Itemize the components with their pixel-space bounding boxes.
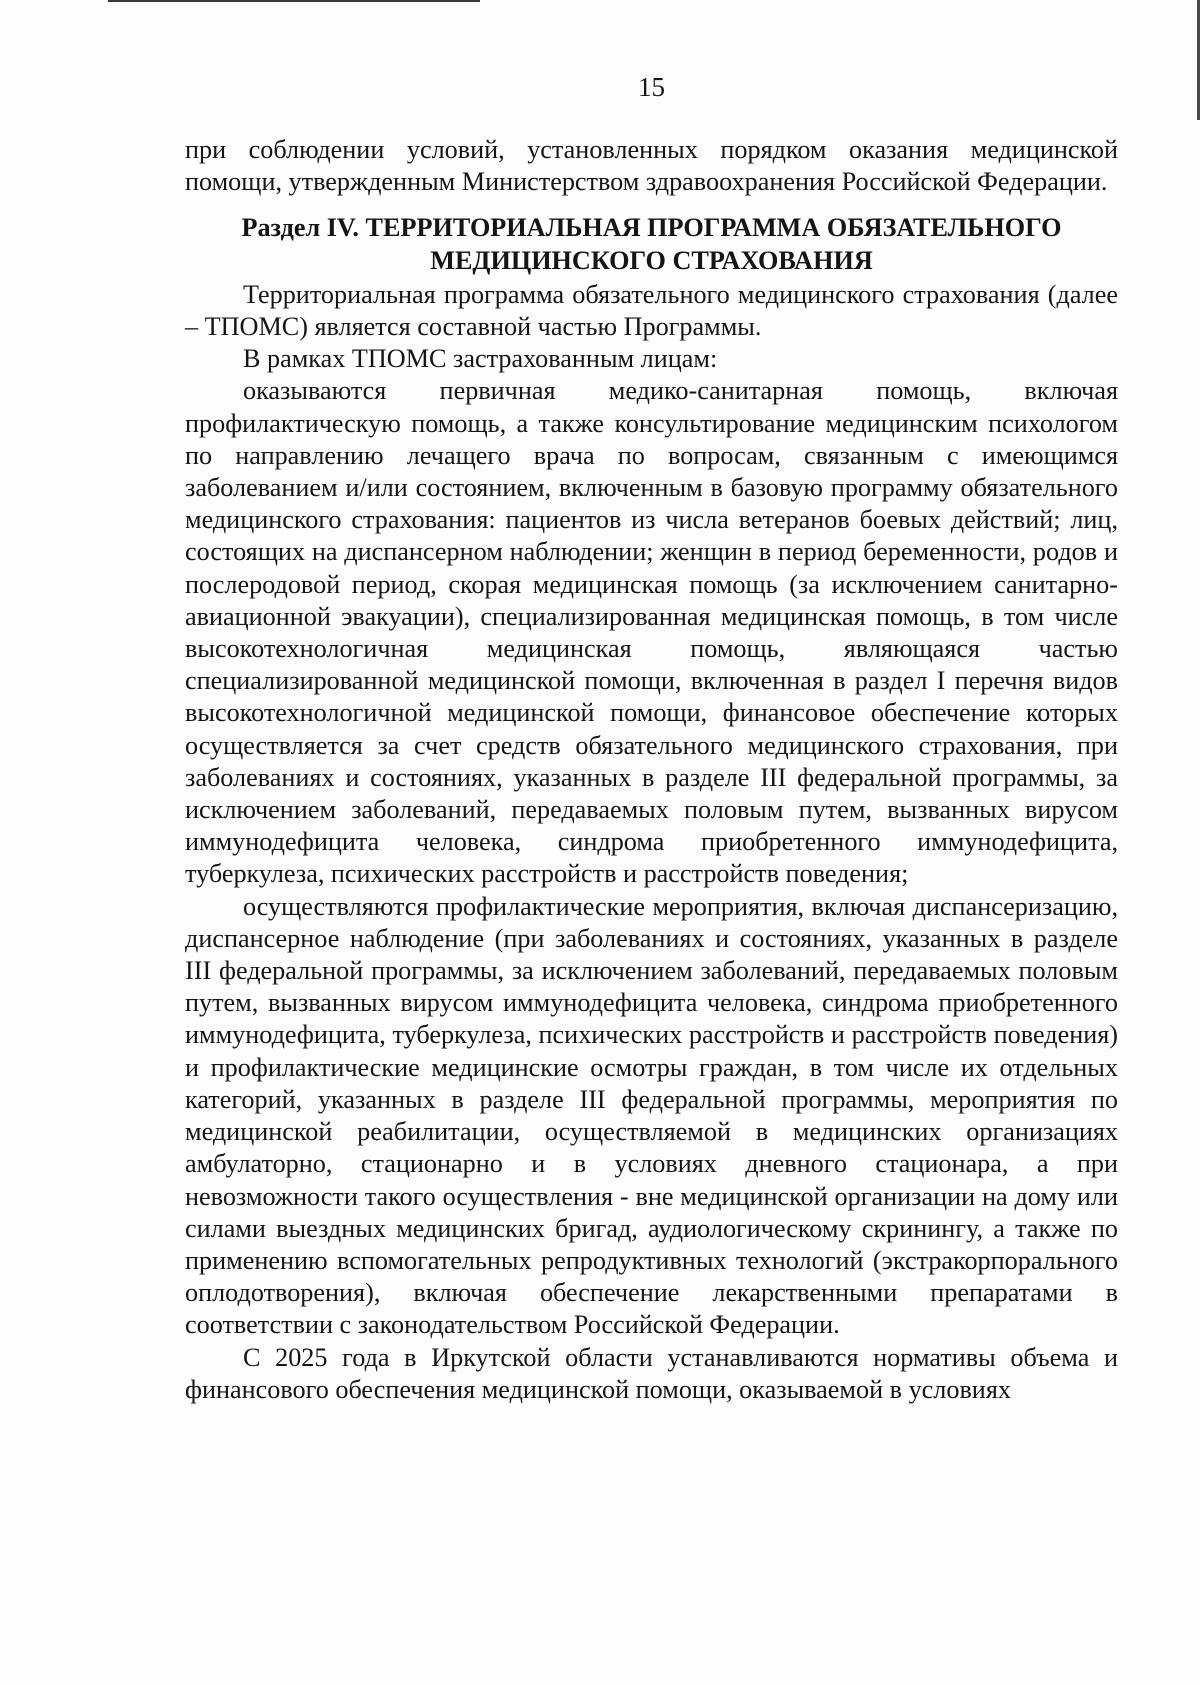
section-heading-line-2: МЕДИЦИНСКОГО СТРАХОВАНИЯ	[430, 245, 873, 275]
document-body	[185, 134, 1118, 1406]
paragraph-irkutsk-norms: С 2025 года в Иркутской области устанавливаются нормативы объема и финансового обеспечения медицинской помощи, оказываемой в условиях	[185, 1342, 1118, 1404]
page-number: 15	[638, 72, 665, 102]
paragraph-tpoms-definition: Территориальная программа обязательного медицинского страхования (далее – ТПОМС) является составной частью Программы.	[185, 279, 1118, 342]
top-border-line	[108, 0, 480, 2]
paragraph-preventive-measures: осуществляются профилактические мероприятия, включая диспансеризацию, диспансерное наблюдение (при заболеваниях и состояниях, указанных в разделе III федеральной программы, за исключением заболеваний, передаваемых половым путем, вызванных вирусом иммунодефицита человека, синдрома приобретенного иммунодефицита, туберкулеза, психических расстройств и расстройств поведения) и профилактические медицинские осмотры граждан, в том числе их отдельных категорий, указанных в разделе III федеральной программы, мероприятия по медицинской реабилитации, осуществляемой в медицинских организациях амбулаторно, стационарно и в условиях дневного стационара, а при невозможности такого осуществления - вне медицинской организации на дому или силами выездных медицинских бригад, аудиологическому скринингу, а также по применению вспомогательных репродуктивных технологий (экстракорпорального оплодотворения), включая обеспечение лекарственными препаратами в соответствии с законодательством Российской Федерации.	[185, 891, 1118, 1340]
section-heading	[185, 212, 1118, 276]
paragraph-medical-care-types: оказываются первичная медико-санитарная помощь, включая профилактическую помощь, а также консультирование медицинским психологом по направлению лечащего врача по вопросам, связанным с имеющимся заболеванием и/или состоянием, включенным в базовую программу обязательного медицинского страхования: пациентов из числа ветеранов боевых действий; лиц, состоящих на диспансерном наблюдении; женщин в период беременности, родов и послеродовой период, скорая медицинская помощь (за исключением санитарно-авиационной эвакуации), специализированная медицинская помощь, в том числе высокотехнологичная медицинская помощь, являющаяся частью специализированной медицинской помощи, включенная в раздел I перечня видов высокотехнологичной медицинской помощи, финансовое обеспечение которых осуществляется за счет средств обязательного медицинского страхования, при заболеваниях и состояниях, указанных в разделе III федеральной программы, за исключением заболеваний, передаваемых половым путем, вызванных вирусом иммунодефицита человека, синдрома приобретенного иммунодефицита, туберкулеза, психических расстройств и расстройств поведения;	[185, 376, 1118, 889]
paragraph-continuation: при соблюдении условий, установленных порядком оказания медицинской помощи, утвержденным Министерством здравоохранения Российской Федерации.	[185, 135, 1118, 197]
paragraph-tpoms-scope: В рамках ТПОМС застрахованным лицам:	[243, 344, 718, 374]
section-heading-line-1: Раздел IV. ТЕРРИТОРИАЛЬНАЯ ПРОГРАММА ОБЯЗАТЕЛЬНОГО	[241, 213, 1062, 243]
